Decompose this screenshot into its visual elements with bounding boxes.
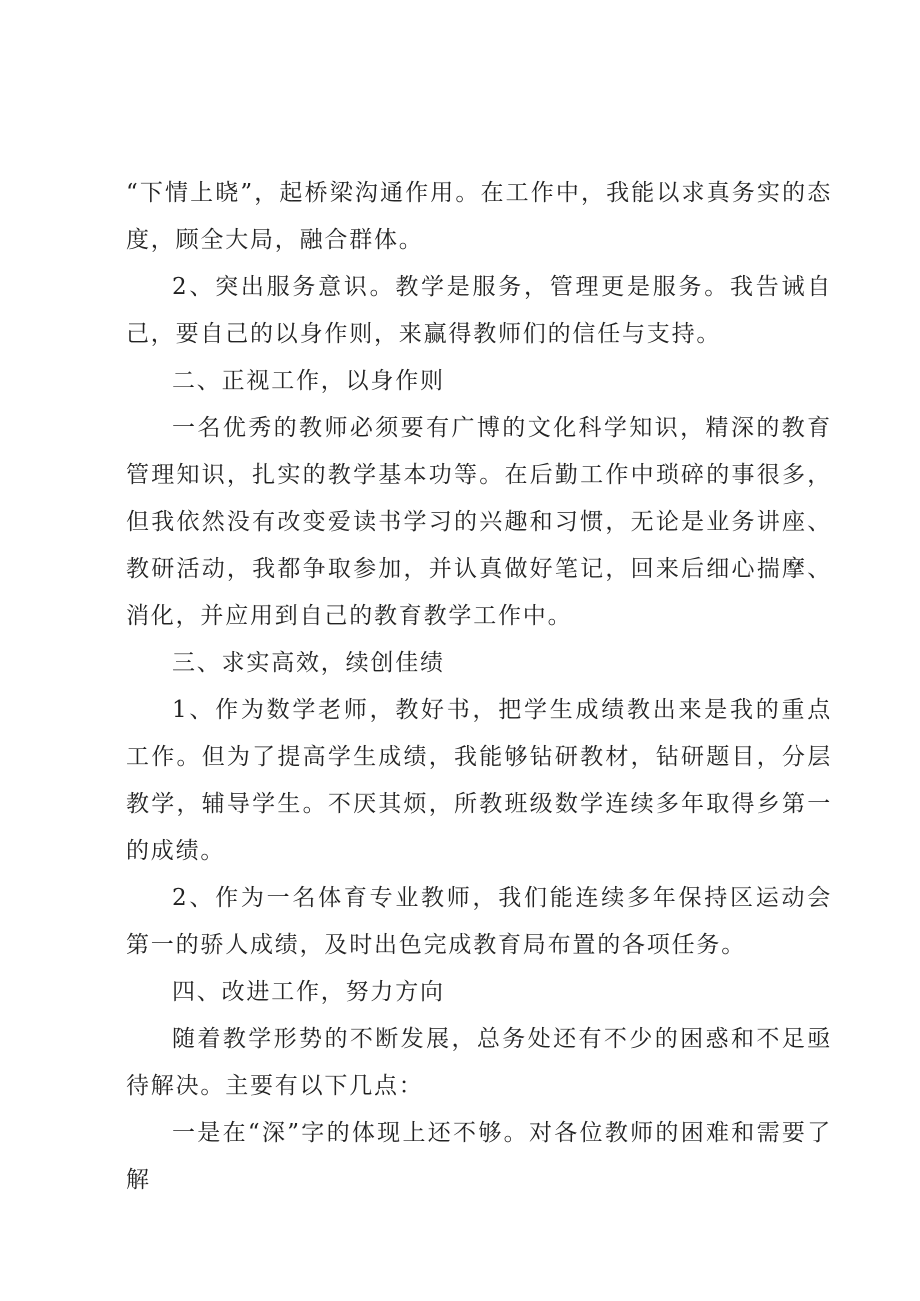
paragraph-intro-continuation: “下情上晓”，起桥梁沟通作用。在工作中，我能以求真务实的态度，顾全大局，融合群体。 — [126, 180, 832, 253]
paragraph-pe-teacher: 2、作为一名体育专业教师，我们能连续多年保持区运动会第一的骄人成绩，及时出色完成教育局布置的各项任务。 — [126, 885, 832, 958]
paragraph-challenges: 随着教学形势的不断发展，总务处还有不少的困惑和不足亟待解决。主要有以下几点： — [126, 1026, 832, 1099]
section-heading-2: 二、正视工作，以身作则 — [172, 368, 445, 394]
section-heading-3: 三、求实高效，续创佳绩 — [172, 650, 445, 676]
section-heading-4: 四、改进工作，努力方向 — [172, 979, 445, 1005]
paragraph-first-point: 一是在“深”字的体现上还不够。对各位教师的困难和需要了解 — [126, 1120, 832, 1193]
paragraph-service-awareness: 2、突出服务意识。教学是服务，管理更是服务。我告诫自己，要自己的以身作则，来赢得教师们的信任与支持。 — [126, 274, 832, 347]
document-body — [126, 170, 832, 1204]
paragraph-math-teacher: 1、作为数学老师，教好书，把学生成绩教出来是我的重点工作。但为了提高学生成绩，我能够钻研教材，钻研题目，分层教学，辅导学生。不厌其烦，所教班级数学连续多年取得乡第一的成绩。 — [126, 697, 832, 864]
paragraph-knowledge: 一名优秀的教师必须要有广博的文化科学知识，精深的教育管理知识，扎实的教学基本功等。在后勤工作中琐碎的事很多，但我依然没有改变爱读书学习的兴趣和习惯，无论是业务讲座、教研活动，我都争取参加，并认真做好笔记，回来后细心揣摩、消化，并应用到自己的教育教学工作中。 — [126, 415, 832, 629]
